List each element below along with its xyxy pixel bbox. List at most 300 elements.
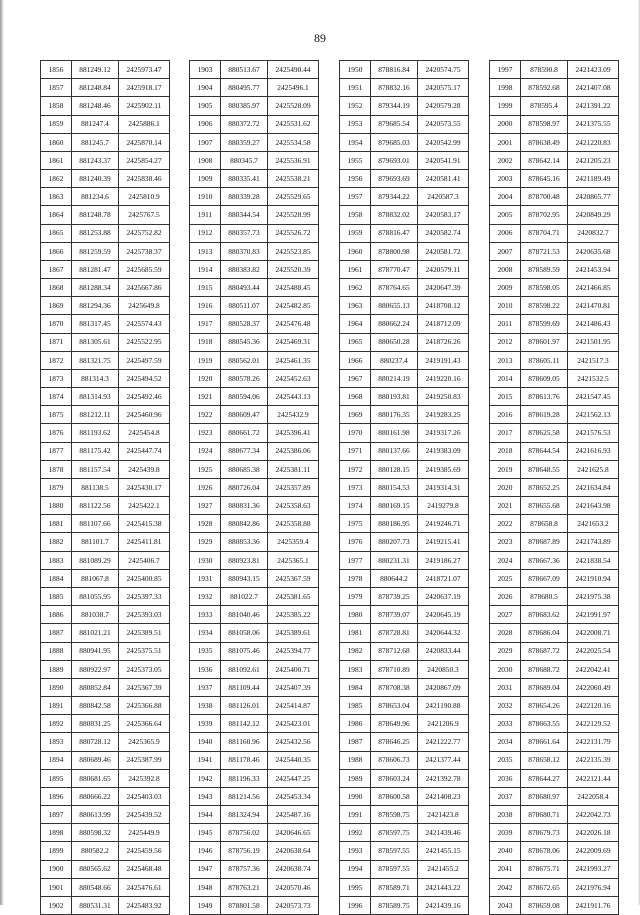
- point-number-cell: 2015: [490, 388, 521, 406]
- point-number-cell: 1882: [41, 533, 72, 551]
- y-coordinate-cell: 2425365.9: [119, 733, 170, 751]
- table-row: [190, 351, 319, 369]
- x-coordinate-cell: 878688.72: [521, 660, 568, 678]
- x-coordinate-cell: 880685.38: [221, 460, 268, 478]
- y-coordinate-cell: 2422042.41: [568, 660, 619, 678]
- y-coordinate-cell: 2420541.91: [418, 151, 469, 169]
- point-number-cell: 1968: [340, 388, 371, 406]
- table-row: [190, 787, 319, 805]
- table-row: [41, 460, 170, 478]
- point-number-cell: 2035: [490, 751, 521, 769]
- y-coordinate-cell: 2421470.81: [568, 297, 619, 315]
- table-row: [41, 279, 170, 297]
- x-coordinate-cell: 879685.54: [371, 115, 418, 133]
- x-coordinate-cell: 878708.38: [371, 678, 418, 696]
- table-row: [490, 61, 619, 79]
- table-row: [340, 115, 469, 133]
- table-row: [190, 115, 319, 133]
- x-coordinate-cell: 878598.05: [521, 279, 568, 297]
- x-coordinate-cell: 881247.4: [72, 115, 119, 133]
- x-coordinate-cell: 878816.47: [371, 224, 418, 242]
- point-number-cell: 1890: [41, 678, 72, 696]
- point-number-cell: 1893: [41, 733, 72, 751]
- point-number-cell: 1978: [340, 569, 371, 587]
- y-coordinate-cell: 2425536.91: [268, 151, 319, 169]
- y-coordinate-cell: 2425447.74: [119, 442, 170, 460]
- point-number-cell: 2014: [490, 369, 521, 387]
- table-row: [41, 642, 170, 660]
- point-number-cell: 1963: [340, 297, 371, 315]
- point-number-cell: 1988: [340, 751, 371, 769]
- table-row: [490, 133, 619, 151]
- y-coordinate-cell: 2425389.61: [268, 624, 319, 642]
- point-number-cell: 2024: [490, 551, 521, 569]
- table-row: [190, 279, 319, 297]
- y-coordinate-cell: 2425902.11: [119, 97, 170, 115]
- x-coordinate-cell: 878595.4: [521, 97, 568, 115]
- point-number-cell: 1883: [41, 551, 72, 569]
- x-coordinate-cell: 880207.73: [371, 533, 418, 551]
- table-row: [490, 170, 619, 188]
- y-coordinate-cell: 2425534.58: [268, 133, 319, 151]
- x-coordinate-cell: 880161.98: [371, 424, 418, 442]
- table-row: [190, 860, 319, 878]
- table-row: [340, 170, 469, 188]
- y-coordinate-cell: 2425520.39: [268, 260, 319, 278]
- y-coordinate-cell: 2419220.16: [418, 369, 469, 387]
- table-row: [41, 478, 170, 496]
- x-coordinate-cell: 881243.37: [72, 151, 119, 169]
- point-number-cell: 1938: [190, 697, 221, 715]
- x-coordinate-cell: 881040.46: [221, 606, 268, 624]
- point-number-cell: 1867: [41, 260, 72, 278]
- y-coordinate-cell: 2420635.68: [568, 242, 619, 260]
- x-coordinate-cell: 880726.04: [221, 478, 268, 496]
- x-coordinate-cell: 878592.68: [521, 79, 568, 97]
- y-coordinate-cell: 2420638.64: [268, 842, 319, 860]
- table-row: [41, 79, 170, 97]
- table-row: [41, 97, 170, 115]
- x-coordinate-cell: 881055.95: [72, 587, 119, 605]
- table-row: [190, 642, 319, 660]
- y-coordinate-cell: 2419279.8: [418, 497, 469, 515]
- table-row: [490, 787, 619, 805]
- coordinate-table-2: [189, 60, 319, 915]
- table-row: [41, 315, 170, 333]
- table-row: [41, 733, 170, 751]
- point-number-cell: 1943: [190, 787, 221, 805]
- point-number-cell: 1935: [190, 642, 221, 660]
- x-coordinate-cell: 881067.8: [72, 569, 119, 587]
- y-coordinate-cell: 2420587.3: [418, 188, 469, 206]
- x-coordinate-cell: 880565.62: [72, 860, 119, 878]
- point-number-cell: 2043: [490, 896, 521, 914]
- table-row: [190, 551, 319, 569]
- x-coordinate-cell: 880582.2: [72, 842, 119, 860]
- table-row: [340, 715, 469, 733]
- table-row: [41, 206, 170, 224]
- point-number-cell: 1911: [190, 206, 221, 224]
- point-number-cell: 1996: [340, 896, 371, 914]
- x-coordinate-cell: 880681.65: [72, 769, 119, 787]
- x-coordinate-cell: 878598.22: [521, 297, 568, 315]
- x-coordinate-cell: 878659.08: [521, 896, 568, 914]
- table-row: [190, 260, 319, 278]
- table-row: [340, 61, 469, 79]
- y-coordinate-cell: 2419215.41: [418, 533, 469, 551]
- x-coordinate-cell: 878680.97: [521, 787, 568, 805]
- x-coordinate-cell: 878687.72: [521, 642, 568, 660]
- x-coordinate-cell: 878655.68: [521, 497, 568, 515]
- x-coordinate-cell: 881321.75: [72, 351, 119, 369]
- y-coordinate-cell: 2421423.8: [418, 806, 469, 824]
- x-coordinate-cell: 878619.28: [521, 406, 568, 424]
- table-row: [190, 206, 319, 224]
- table-row: [190, 79, 319, 97]
- x-coordinate-cell: 878756.19: [221, 842, 268, 860]
- point-number-cell: 1866: [41, 242, 72, 260]
- x-coordinate-cell: 881021.21: [72, 624, 119, 642]
- y-coordinate-cell: 2420581.72: [418, 242, 469, 260]
- table-row: [41, 333, 170, 351]
- x-coordinate-cell: 878680.71: [521, 806, 568, 824]
- y-coordinate-cell: 2420833.44: [418, 642, 469, 660]
- y-coordinate-cell: 2425918.17: [119, 79, 170, 97]
- point-number-cell: 1982: [340, 642, 371, 660]
- y-coordinate-cell: 2425531.62: [268, 115, 319, 133]
- point-number-cell: 1875: [41, 406, 72, 424]
- x-coordinate-cell: 878653.04: [371, 697, 418, 715]
- y-coordinate-cell: 2421501.95: [568, 333, 619, 351]
- point-number-cell: 1957: [340, 188, 371, 206]
- x-coordinate-cell: 878704.71: [521, 224, 568, 242]
- x-coordinate-cell: 880345.7: [221, 151, 268, 169]
- y-coordinate-cell: 2425487.16: [268, 806, 319, 824]
- point-number-cell: 2026: [490, 587, 521, 605]
- point-number-cell: 2012: [490, 333, 521, 351]
- y-coordinate-cell: 2421205.23: [568, 151, 619, 169]
- y-coordinate-cell: 2425407.39: [268, 678, 319, 696]
- point-number-cell: 1948: [190, 878, 221, 896]
- y-coordinate-cell: 2421634.84: [568, 478, 619, 496]
- x-coordinate-cell: 880531.31: [72, 896, 119, 914]
- y-coordinate-cell: 2425367.59: [268, 569, 319, 587]
- point-number-cell: 1997: [490, 61, 521, 79]
- x-coordinate-cell: 880852.84: [72, 678, 119, 696]
- table-row: [490, 224, 619, 242]
- table-row: [190, 751, 319, 769]
- x-coordinate-cell: 880598.32: [72, 824, 119, 842]
- y-coordinate-cell: 2425432.56: [268, 733, 319, 751]
- table-row: [490, 715, 619, 733]
- point-number-cell: 1879: [41, 478, 72, 496]
- table-row: [490, 733, 619, 751]
- y-coordinate-cell: 2425367.39: [119, 678, 170, 696]
- table-row: [190, 769, 319, 787]
- y-coordinate-cell: 2419317.26: [418, 424, 469, 442]
- table-row: [490, 188, 619, 206]
- point-number-cell: 1984: [340, 678, 371, 696]
- point-number-cell: 1858: [41, 97, 72, 115]
- y-coordinate-cell: 2421576.53: [568, 424, 619, 442]
- x-coordinate-cell: 880650.28: [371, 333, 418, 351]
- point-number-cell: 1915: [190, 279, 221, 297]
- coordinate-table-4: [489, 60, 619, 915]
- x-coordinate-cell: 880137.66: [371, 442, 418, 460]
- point-number-cell: 1913: [190, 242, 221, 260]
- table-row: [340, 242, 469, 260]
- x-coordinate-cell: 878832.02: [371, 206, 418, 224]
- table-row: [340, 660, 469, 678]
- table-row: [190, 878, 319, 896]
- point-number-cell: 1936: [190, 660, 221, 678]
- y-coordinate-cell: 2425767.5: [119, 206, 170, 224]
- y-coordinate-cell: 2425440.35: [268, 751, 319, 769]
- x-coordinate-cell: 880385.97: [221, 97, 268, 115]
- table-row: [190, 170, 319, 188]
- x-coordinate-cell: 878679.73: [521, 824, 568, 842]
- table-row: [190, 478, 319, 496]
- x-coordinate-cell: 881281.47: [72, 260, 119, 278]
- x-coordinate-cell: 880661.72: [221, 424, 268, 442]
- table-row: [490, 151, 619, 169]
- x-coordinate-cell: 880728.12: [72, 733, 119, 751]
- point-number-cell: 1899: [41, 842, 72, 860]
- y-coordinate-cell: 2421190.88: [418, 697, 469, 715]
- y-coordinate-cell: 2418726.26: [418, 333, 469, 351]
- point-number-cell: 1887: [41, 624, 72, 642]
- point-number-cell: 1906: [190, 115, 221, 133]
- y-coordinate-cell: 2420573.55: [418, 115, 469, 133]
- x-coordinate-cell: 878603.24: [371, 769, 418, 787]
- y-coordinate-cell: 2425357.89: [268, 478, 319, 496]
- table-row: [41, 170, 170, 188]
- point-number-cell: 1965: [340, 333, 371, 351]
- y-coordinate-cell: 2425459.56: [119, 842, 170, 860]
- point-number-cell: 1976: [340, 533, 371, 551]
- y-coordinate-cell: 2425483.92: [119, 896, 170, 914]
- table-row: [190, 715, 319, 733]
- table-row: [41, 388, 170, 406]
- table-row: [490, 497, 619, 515]
- x-coordinate-cell: 879693.01: [371, 151, 418, 169]
- y-coordinate-cell: 2419283.25: [418, 406, 469, 424]
- table-row: [190, 242, 319, 260]
- x-coordinate-cell: 878728.81: [371, 624, 418, 642]
- table-row: [41, 569, 170, 587]
- table-row: [490, 351, 619, 369]
- point-number-cell: 1926: [190, 478, 221, 496]
- table-row: [190, 624, 319, 642]
- y-coordinate-cell: 2425685.59: [119, 260, 170, 278]
- table-row: [340, 388, 469, 406]
- coordinate-table-3: [339, 60, 469, 915]
- point-number-cell: 2030: [490, 660, 521, 678]
- table-row: [490, 806, 619, 824]
- x-coordinate-cell: 880128.15: [371, 460, 418, 478]
- y-coordinate-cell: 2425359.4: [268, 533, 319, 551]
- y-coordinate-cell: 2421407.08: [568, 79, 619, 97]
- table-row: [190, 824, 319, 842]
- table-row: [340, 824, 469, 842]
- x-coordinate-cell: 878645.16: [521, 170, 568, 188]
- table-row: [340, 806, 469, 824]
- y-coordinate-cell: 2425385.22: [268, 606, 319, 624]
- table-row: [190, 424, 319, 442]
- y-coordinate-cell: 2425393.03: [119, 606, 170, 624]
- point-number-cell: 1881: [41, 515, 72, 533]
- x-coordinate-cell: 881314.93: [72, 388, 119, 406]
- x-coordinate-cell: 878686.04: [521, 624, 568, 642]
- x-coordinate-cell: 881212.11: [72, 406, 119, 424]
- point-number-cell: 1886: [41, 606, 72, 624]
- x-coordinate-cell: 878702.95: [521, 206, 568, 224]
- table-row: [340, 424, 469, 442]
- table-row: [490, 587, 619, 605]
- table-row: [340, 297, 469, 315]
- x-coordinate-cell: 878625.58: [521, 424, 568, 442]
- table-row: [340, 279, 469, 297]
- x-coordinate-cell: 880923.81: [221, 551, 268, 569]
- y-coordinate-cell: 2425422.1: [119, 497, 170, 515]
- table-row: [490, 206, 619, 224]
- x-coordinate-cell: 880493.44: [221, 279, 268, 297]
- point-number-cell: 1990: [340, 787, 371, 805]
- x-coordinate-cell: 878675.71: [521, 860, 568, 878]
- x-coordinate-cell: 878757.36: [221, 860, 268, 878]
- point-number-cell: 1994: [340, 860, 371, 878]
- table-row: [41, 606, 170, 624]
- x-coordinate-cell: 880943.15: [221, 569, 268, 587]
- table-row: [490, 678, 619, 696]
- table-row: [190, 224, 319, 242]
- point-number-cell: 1872: [41, 351, 72, 369]
- table-row: [41, 133, 170, 151]
- y-coordinate-cell: 2421439.46: [418, 824, 469, 842]
- point-number-cell: 1876: [41, 424, 72, 442]
- y-coordinate-cell: 2425386.06: [268, 442, 319, 460]
- y-coordinate-cell: 2422009.69: [568, 842, 619, 860]
- x-coordinate-cell: 878589.59: [521, 260, 568, 278]
- table-row: [340, 351, 469, 369]
- point-number-cell: 1898: [41, 824, 72, 842]
- point-number-cell: 1949: [190, 896, 221, 914]
- point-number-cell: 1925: [190, 460, 221, 478]
- table-row: [41, 678, 170, 696]
- point-number-cell: 1989: [340, 769, 371, 787]
- x-coordinate-cell: 878649.96: [371, 715, 418, 733]
- point-number-cell: 1972: [340, 460, 371, 478]
- x-coordinate-cell: 880214.19: [371, 369, 418, 387]
- table-row: [490, 424, 619, 442]
- x-coordinate-cell: 881196.33: [221, 769, 268, 787]
- table-row: [490, 751, 619, 769]
- table-row: [340, 79, 469, 97]
- point-number-cell: 1912: [190, 224, 221, 242]
- x-coordinate-cell: 880511.07: [221, 297, 268, 315]
- table-row: [190, 133, 319, 151]
- table-row: [190, 587, 319, 605]
- point-number-cell: 1955: [340, 151, 371, 169]
- table-row: [340, 224, 469, 242]
- x-coordinate-cell: 880609.47: [221, 406, 268, 424]
- y-coordinate-cell: 2425394.77: [268, 642, 319, 660]
- point-number-cell: 1856: [41, 61, 72, 79]
- x-coordinate-cell: 880154.53: [371, 478, 418, 496]
- table-row: [340, 406, 469, 424]
- x-coordinate-cell: 880176.35: [371, 406, 418, 424]
- x-coordinate-cell: 880842.58: [72, 697, 119, 715]
- y-coordinate-cell: 2419246.71: [418, 515, 469, 533]
- point-number-cell: 1942: [190, 769, 221, 787]
- point-number-cell: 1951: [340, 79, 371, 97]
- y-coordinate-cell: 2425365.1: [268, 551, 319, 569]
- table-row: [490, 79, 619, 97]
- point-number-cell: 1862: [41, 170, 72, 188]
- y-coordinate-cell: 2420542.99: [418, 133, 469, 151]
- x-coordinate-cell: 878644.54: [521, 442, 568, 460]
- x-coordinate-cell: 880372.72: [221, 115, 268, 133]
- point-number-cell: 1967: [340, 369, 371, 387]
- y-coordinate-cell: 2420579.11: [418, 260, 469, 278]
- point-number-cell: 1904: [190, 79, 221, 97]
- point-number-cell: 2032: [490, 697, 521, 715]
- x-coordinate-cell: 878680.5: [521, 587, 568, 605]
- point-number-cell: 1991: [340, 806, 371, 824]
- y-coordinate-cell: 2425432.9: [268, 406, 319, 424]
- y-coordinate-cell: 2425411.81: [119, 533, 170, 551]
- point-number-cell: 1859: [41, 115, 72, 133]
- point-number-cell: 1863: [41, 188, 72, 206]
- point-number-cell: 1902: [41, 896, 72, 914]
- y-coordinate-cell: 2421562.13: [568, 406, 619, 424]
- point-number-cell: 1903: [190, 61, 221, 79]
- point-number-cell: 1857: [41, 79, 72, 97]
- y-coordinate-cell: 2425423.01: [268, 715, 319, 733]
- table-row: [190, 151, 319, 169]
- y-coordinate-cell: 2421408.23: [418, 787, 469, 805]
- x-coordinate-cell: 880613.99: [72, 806, 119, 824]
- point-number-cell: 1954: [340, 133, 371, 151]
- y-coordinate-cell: 2420579.28: [418, 97, 469, 115]
- point-number-cell: 1970: [340, 424, 371, 442]
- table-row: [190, 406, 319, 424]
- point-number-cell: 2038: [490, 806, 521, 824]
- point-number-cell: 1860: [41, 133, 72, 151]
- point-number-cell: 2019: [490, 460, 521, 478]
- point-number-cell: 1983: [340, 660, 371, 678]
- x-coordinate-cell: 878597.55: [371, 860, 418, 878]
- table-row: [490, 315, 619, 333]
- y-coordinate-cell: 2420850.3: [418, 660, 469, 678]
- y-coordinate-cell: 2425392.8: [119, 769, 170, 787]
- point-number-cell: 1920: [190, 369, 221, 387]
- y-coordinate-cell: 2425752.82: [119, 224, 170, 242]
- y-coordinate-cell: 2425406.7: [119, 551, 170, 569]
- table-row: [41, 824, 170, 842]
- x-coordinate-cell: 878672.65: [521, 878, 568, 896]
- table-row: [41, 878, 170, 896]
- point-number-cell: 1910: [190, 188, 221, 206]
- table-row: [190, 442, 319, 460]
- table-row: [490, 606, 619, 624]
- x-coordinate-cell: 881122.56: [72, 497, 119, 515]
- y-coordinate-cell: 2425447.25: [268, 769, 319, 787]
- point-number-cell: 2005: [490, 206, 521, 224]
- y-coordinate-cell: 2421743.89: [568, 533, 619, 551]
- table-row: [340, 860, 469, 878]
- table-row: [190, 369, 319, 387]
